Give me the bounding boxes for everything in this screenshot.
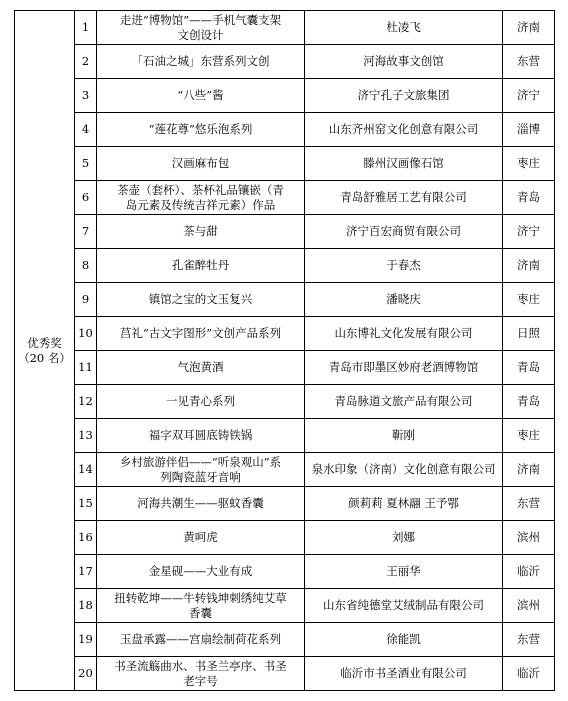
category-name: 优秀奖 [27, 335, 62, 350]
work-title-line: 香囊 [189, 605, 212, 620]
row-number: 14 [75, 453, 97, 487]
table-row [15, 657, 555, 691]
entity-name: 刘娜 [305, 521, 503, 555]
table-row [15, 181, 555, 215]
entity-name: 于春杰 [305, 249, 503, 283]
city-name: 青岛 [503, 181, 555, 215]
work-title-line: 列陶瓷蓝牙音响 [160, 469, 241, 484]
work-title-line: 茶与甜 [183, 224, 218, 238]
row-number: 7 [75, 215, 97, 249]
table-row [15, 11, 555, 45]
city-name: 青岛 [503, 385, 555, 419]
work-title [97, 589, 305, 623]
entity-name: 山东齐州窑文化创意有限公司 [305, 113, 503, 147]
entity-name: 颜莉莉 夏林翮 王予鄂 [305, 487, 503, 521]
work-title-line: 茶壶（套杯）、茶杯礼品镶嵌（青 [117, 182, 284, 197]
work-title [97, 623, 305, 657]
city-name: 临沂 [503, 657, 555, 691]
entity-name: 靳刚 [305, 419, 503, 453]
entity-name: 青岛脉道文旅产品有限公司 [305, 385, 503, 419]
table-row [15, 351, 555, 385]
table-row [15, 79, 555, 113]
work-title-line: 扭转乾坤——牛转钱坤刺绣纯艾草 [114, 590, 287, 605]
table-row [15, 385, 555, 419]
entity-name: 山东博礼文化发展有限公司 [305, 317, 503, 351]
city-name: 枣庄 [503, 147, 555, 181]
work-title [97, 385, 305, 419]
row-number: 1 [75, 11, 97, 45]
table-row [15, 249, 555, 283]
city-name: 日照 [503, 317, 555, 351]
table-row [15, 317, 555, 351]
work-title [97, 351, 305, 385]
entity-name: 青岛舒雅居工艺有限公司 [305, 181, 503, 215]
row-number: 8 [75, 249, 97, 283]
row-number: 13 [75, 419, 97, 453]
table-body [15, 11, 555, 691]
table-row [15, 419, 555, 453]
work-title [97, 45, 305, 79]
city-name: 东营 [503, 623, 555, 657]
table-row [15, 487, 555, 521]
row-number: 19 [75, 623, 97, 657]
city-name: 济南 [503, 453, 555, 487]
work-title-line: 汉画麻布包 [171, 156, 230, 170]
work-title-line: 气泡黄酒 [177, 360, 224, 374]
entity-name: 王丽华 [305, 555, 503, 589]
work-title-line: 黄呵虎 [183, 530, 218, 544]
work-title-line: 莒礼“古文字图形”文创产品系列 [119, 326, 282, 340]
entity-name: 山东省纯德堂艾绒制品有限公司 [305, 589, 503, 623]
work-title [97, 113, 305, 147]
table-row [15, 623, 555, 657]
city-name: 枣庄 [503, 419, 555, 453]
city-name: 东营 [503, 487, 555, 521]
city-name: 济宁 [503, 79, 555, 113]
table-row [15, 589, 555, 623]
entity-name: 泉水印象（济南）文化创意有限公司 [305, 453, 503, 487]
row-number: 11 [75, 351, 97, 385]
table-row [15, 283, 555, 317]
category-cell [15, 11, 75, 691]
work-title-line: 文创设计 [177, 27, 224, 42]
work-title-line: “八些”酱 [177, 88, 224, 102]
table-row [15, 45, 555, 79]
work-title [97, 419, 305, 453]
work-title [97, 657, 305, 691]
city-name: 滨州 [503, 521, 555, 555]
work-title [97, 181, 305, 215]
table-row [15, 555, 555, 589]
row-number: 17 [75, 555, 97, 589]
city-name: 枣庄 [503, 283, 555, 317]
work-title-line: 「石油之城」东营系列文创 [131, 54, 270, 68]
city-name: 淄博 [503, 113, 555, 147]
city-name: 济南 [503, 249, 555, 283]
row-number: 20 [75, 657, 97, 691]
work-title-line: 岛元素及传统吉祥元素）作品 [125, 197, 276, 212]
entity-name: 杜凌飞 [305, 11, 503, 45]
entity-name: 济宁孔子文旅集团 [305, 79, 503, 113]
row-number: 9 [75, 283, 97, 317]
entity-name: 河海故事文创馆 [305, 45, 503, 79]
work-title [97, 79, 305, 113]
work-title-line: 书圣流觞曲水、书圣兰亭序、书圣 [114, 658, 287, 673]
row-number: 2 [75, 45, 97, 79]
work-title [97, 283, 305, 317]
entity-name: 济宁百宏商贸有限公司 [305, 215, 503, 249]
row-number: 18 [75, 589, 97, 623]
row-number: 10 [75, 317, 97, 351]
city-name: 临沂 [503, 555, 555, 589]
work-title [97, 453, 305, 487]
work-title [97, 487, 305, 521]
work-title-line: 金星砚——大业有成 [148, 564, 253, 578]
row-number: 4 [75, 113, 97, 147]
table-row [15, 521, 555, 555]
table-row [15, 113, 555, 147]
city-name: 东营 [503, 45, 555, 79]
work-title [97, 147, 305, 181]
work-title-line: 孔雀醉牡丹 [171, 258, 230, 272]
entity-name: 潘晓庆 [305, 283, 503, 317]
city-name: 济南 [503, 11, 555, 45]
work-title [97, 555, 305, 589]
category-count: （20 名） [18, 350, 71, 365]
entity-name: 徐能凯 [305, 623, 503, 657]
row-number: 5 [75, 147, 97, 181]
work-title-line: “莲花尊”悠乐泡系列 [148, 122, 253, 136]
work-title-line: 乡村旅游伴侣——“听泉观山”系 [119, 454, 282, 469]
entity-name: 临沂市书圣酒业有限公司 [305, 657, 503, 691]
award-table [14, 10, 555, 691]
row-number: 15 [75, 487, 97, 521]
city-name: 滨州 [503, 589, 555, 623]
work-title-line: 一见青心系列 [166, 394, 235, 408]
table-row [15, 215, 555, 249]
city-name: 济宁 [503, 215, 555, 249]
work-title-line: 玉盘承露——宫扇绘制荷花系列 [120, 632, 281, 646]
work-title-line: 老字号 [183, 673, 218, 688]
work-title-line: 福字双耳圆底铸铁锅 [148, 428, 253, 442]
table-row [15, 147, 555, 181]
work-title [97, 249, 305, 283]
work-title [97, 521, 305, 555]
entity-name: 滕州汉画像石馆 [305, 147, 503, 181]
work-title [97, 11, 305, 45]
row-number: 3 [75, 79, 97, 113]
work-title-line: 镇馆之宝的文玉复兴 [148, 292, 253, 306]
table-row [15, 453, 555, 487]
row-number: 16 [75, 521, 97, 555]
row-number: 6 [75, 181, 97, 215]
entity-name: 青岛市即墨区妙府老酒博物馆 [305, 351, 503, 385]
work-title-line: 河海共潮生——驱蚊香囊 [137, 496, 264, 510]
city-name: 青岛 [503, 351, 555, 385]
work-title-line: 走进“博物馆”——手机气囊支架 [119, 12, 282, 27]
work-title [97, 317, 305, 351]
work-title [97, 215, 305, 249]
row-number: 12 [75, 385, 97, 419]
